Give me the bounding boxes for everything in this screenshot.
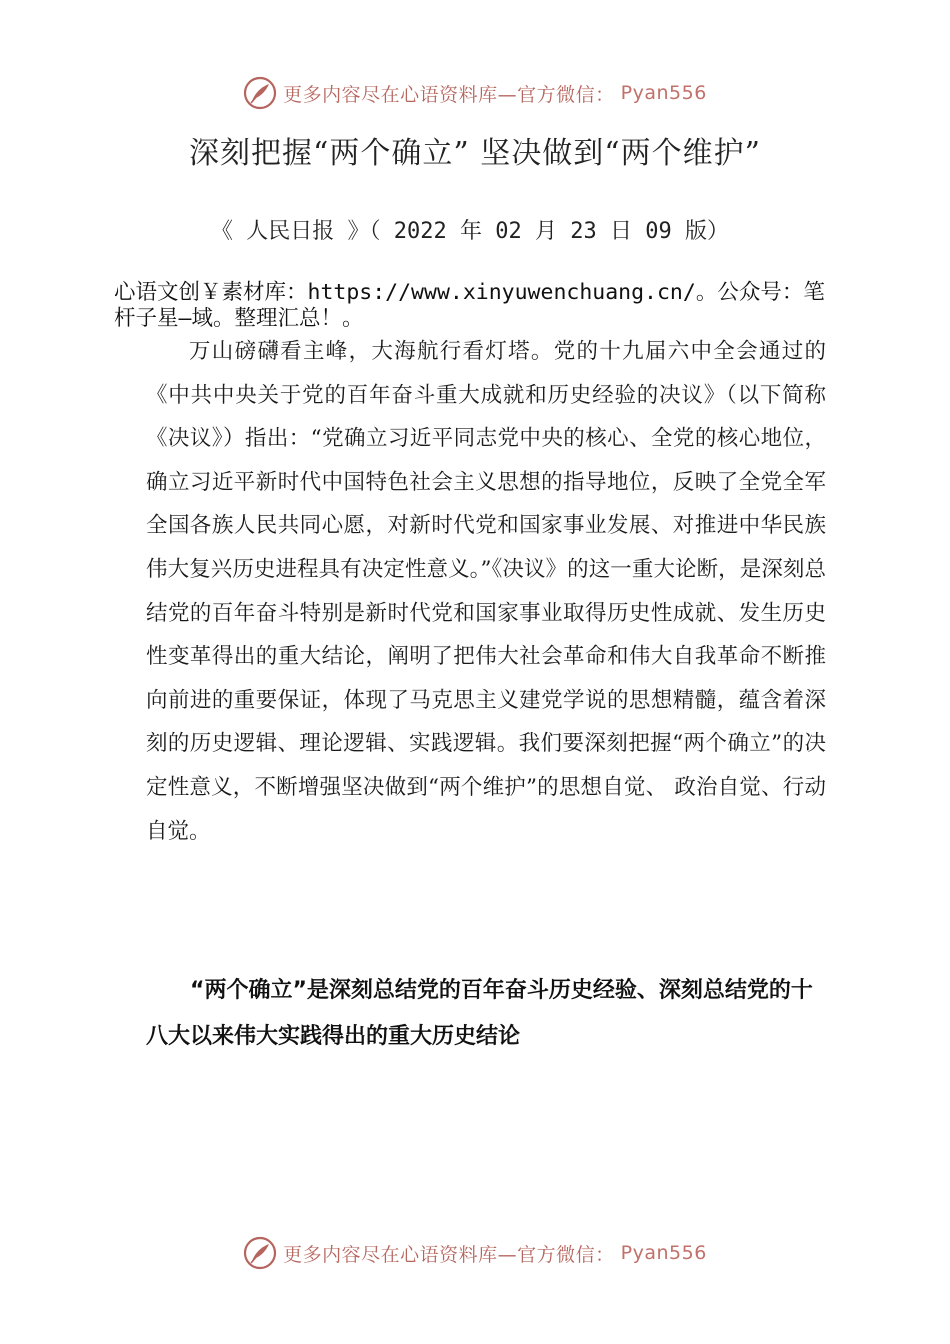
- watermark-handle: Pyan556: [620, 1242, 707, 1264]
- section-heading: “两个确立”是深刻总结党的百年奋斗历史经验、深刻总结党的十八大以来伟大实践得出的重大历史结论: [146, 978, 813, 1049]
- document-title: 深刻把握“两个确立” 坚决做到“两个维护”: [189, 136, 761, 171]
- watermark-handle: Pyan556: [620, 82, 707, 104]
- header-watermark: [0, 76, 950, 110]
- document-source: 《 人民日报 》（ 2022 年 02 月 23 日 09 版）: [211, 219, 729, 244]
- footer-watermark: [0, 1236, 950, 1270]
- quill-pen-icon: [243, 1236, 277, 1270]
- watermark-text: 更多内容尽在心语资料库—官方微信：: [283, 83, 615, 106]
- quill-pen-icon: [243, 76, 277, 110]
- body-paragraph: 万山磅礴看主峰，大海航行看灯塔。党的十九届六中全会通过的《中共中央关于党的百年奋斗重大成就和历史经验的决议》（以下简称《决议》）指出：“党确立习近平同志党中央的核心、全党的核心地位，确立习近平新时代中国特色社会主义思想的指导地位，反映了全党全军全国各族人民共同心愿，对新时代党和国家事业发展、对推进中华民族伟大复兴历史进程具有决定性意义。”《决议》的这一重大论断，是深刻总结党的百年奋斗特别是新时代党和国家事业取得历史性成就、发生历史性变革得出的重大结论，阐明了把伟大社会革命和伟大自我革命不断推向前进的重要保证，体现了马克思主义建党学说的思想精髓，蕴含着深刻的历史逻辑、理论逻辑、实践逻辑。我们要深刻把握“两个确立”的决定性意义，不断增强坚决做到“两个维护”的思想自觉、 政治自觉、行动自觉。: [146, 339, 826, 844]
- document-note: 心语文创￥素材库：https://www.xinyuwenchuang.cn/。公众号：笔杆子星—域。整理汇总！。: [114, 280, 825, 331]
- watermark-text: 更多内容尽在心语资料库—官方微信：: [283, 1243, 615, 1266]
